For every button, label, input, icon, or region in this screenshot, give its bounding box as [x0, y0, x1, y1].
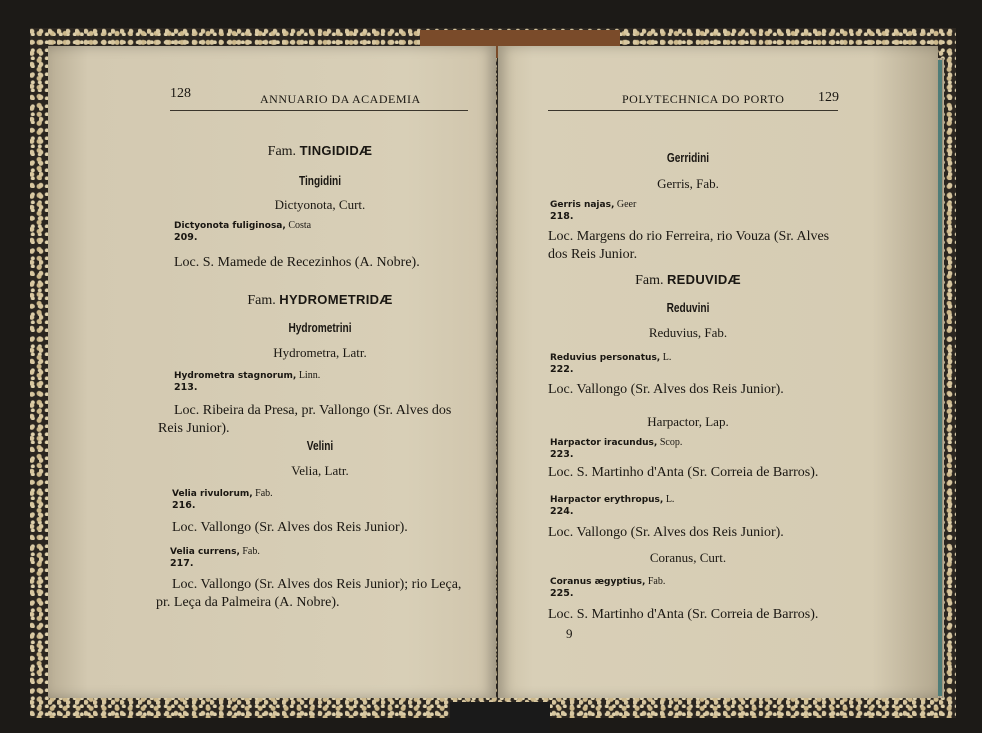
species-name: Gerris najas, — [550, 200, 615, 210]
right-page-number: 129 — [818, 90, 839, 105]
species-author: Fab. — [647, 576, 666, 587]
locality-text: Loc. S. Martinho d'Anta (Sr. Correia de Barros). — [548, 465, 819, 480]
locality-text: Loc. Vallongo (Sr. Alves dos Reis Junior); rio Leça, pr. Leça da Palmeira (A. Nobre). — [156, 577, 462, 610]
species-author: Scop. — [659, 437, 683, 448]
genus-heading: Reduvius, Fab. — [648, 325, 728, 340]
right-running-head: POLYTECHNICA DO PORTO — [622, 92, 785, 106]
locality-text: Loc. Margens do rio Ferreira, rio Vouza (Sr. Alves dos Reis Junior. — [548, 229, 830, 262]
species-entry — [550, 352, 671, 363]
tribe-heading-wrap — [170, 173, 470, 188]
species-author: Fab. — [242, 546, 260, 557]
species-entry — [170, 546, 260, 557]
family-prefix: Fam. — [635, 273, 664, 288]
species-author: L. — [662, 352, 672, 363]
species-entry — [550, 199, 636, 210]
species-number: 225. — [550, 588, 574, 599]
tribe-heading: Gerridini — [666, 150, 710, 165]
species-author: Fab. — [255, 488, 273, 499]
species-number: 213. — [174, 382, 198, 393]
tribe-heading-wrap — [538, 300, 838, 315]
tribe-heading-wrap — [538, 150, 838, 165]
signature-mark: 9 — [566, 626, 573, 641]
species-author: L. — [665, 494, 675, 505]
family-prefix: Fam. — [267, 144, 297, 159]
species-name: Coranus ægyptius, — [550, 577, 646, 587]
species-name: Velia currens, — [170, 547, 240, 557]
tribe-heading: Velini — [306, 438, 334, 453]
locality-text: Loc. Vallongo (Sr. Alves dos Reis Junior). — [548, 525, 784, 540]
locality-text: Loc. Ribeira da Presa, pr. Vallongo (Sr. Alves dos Reis Junior). — [158, 403, 452, 436]
tribe-heading-wrap — [170, 438, 470, 453]
species-author: Geer — [616, 199, 637, 210]
tribe-heading: Hydrometrini — [288, 320, 352, 335]
right-page — [498, 46, 938, 698]
species-entry — [174, 370, 320, 381]
species-number: 218. — [550, 211, 574, 222]
genus-heading: Velia, Latr. — [291, 463, 349, 478]
left-header-rule — [170, 110, 468, 111]
species-author: Linn. — [298, 370, 321, 381]
genus-heading: Hydrometra, Latr. — [273, 345, 367, 360]
genus-heading: Coranus, Curt. — [649, 550, 727, 565]
tribe-heading: Tingidini — [298, 173, 342, 188]
species-number: 217. — [170, 558, 194, 569]
species-name: Harpactor erythropus, — [550, 495, 664, 505]
family-prefix: Fam. — [247, 293, 276, 308]
left-page — [48, 46, 496, 698]
family-heading — [170, 143, 470, 160]
book-spine-bottom — [450, 702, 550, 733]
species-number: 222. — [550, 364, 574, 375]
species-name: Harpactor iracundus, — [550, 438, 658, 448]
genus-heading: Harpactor, Lap. — [647, 414, 729, 429]
species-entry — [550, 494, 674, 505]
species-name: Hydrometra stagnorum, — [174, 371, 297, 381]
locality-text: Loc. S. Mamede de Recezinhos (A. Nobre). — [174, 255, 420, 270]
tribe-heading: Reduvini — [666, 300, 710, 315]
left-running-head: ANNUARIO DA ACADEMIA — [260, 92, 421, 106]
left-page-number: 128 — [170, 86, 191, 101]
genus-heading: Gerris, Fab. — [657, 176, 719, 191]
species-number: 223. — [550, 449, 574, 460]
locality-text: Loc. S. Martinho d'Anta (Sr. Correia de Barros). — [548, 607, 819, 622]
species-entry — [550, 437, 682, 448]
species-name: Reduvius personatus, — [550, 353, 661, 363]
family-name: HYDROMETRIDÆ — [279, 292, 393, 307]
right-header-rule — [548, 110, 838, 111]
species-number: 224. — [550, 506, 574, 517]
species-number: 216. — [172, 500, 196, 511]
species-author: Costa — [288, 220, 312, 231]
genus-heading: Dictyonota, Curt. — [274, 197, 366, 212]
species-name: Dictyonota fuliginosa, — [174, 221, 286, 231]
species-entry — [550, 576, 665, 587]
family-heading — [170, 292, 470, 309]
species-name: Velia rivulorum, — [172, 489, 253, 499]
locality-text: Loc. Vallongo (Sr. Alves dos Reis Junior). — [548, 382, 784, 397]
family-name: TINGIDIDÆ — [299, 143, 373, 158]
species-number: 209. — [174, 232, 198, 243]
family-heading — [538, 272, 838, 289]
tribe-heading-wrap — [170, 320, 470, 335]
locality-text: Loc. Vallongo (Sr. Alves dos Reis Junior). — [172, 520, 408, 535]
species-entry — [172, 488, 273, 499]
family-name: REDUVIDÆ — [666, 272, 741, 287]
species-entry — [174, 220, 311, 231]
